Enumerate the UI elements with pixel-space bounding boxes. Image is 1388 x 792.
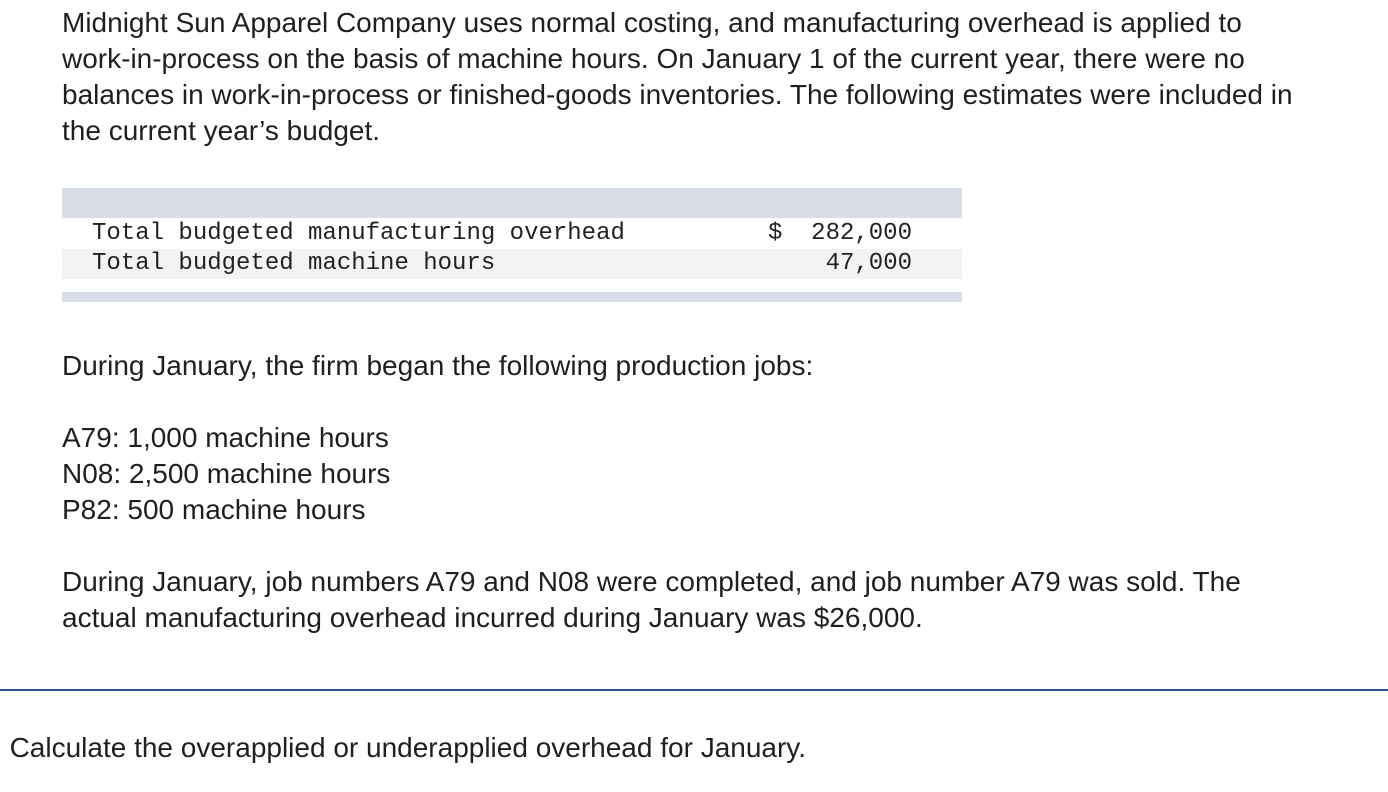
row-label: Total budgeted manufacturing overhead <box>92 220 625 247</box>
jobs-list <box>62 420 390 528</box>
row-value: 282,000 <box>811 220 912 247</box>
table-row <box>62 219 962 249</box>
table-footer-band <box>62 292 962 302</box>
question-prefix <box>0 732 2 763</box>
jobs-intro: During January, the firm began the following production jobs: <box>62 350 814 381</box>
list-item: N08: 2,500 machine hours <box>62 458 391 489</box>
row-label: Total budgeted machine hours <box>92 250 496 277</box>
question-text: Calculate the overapplied or underapplied overhead for January. <box>9 732 807 763</box>
table-row <box>62 249 962 279</box>
row-currency: $ <box>768 220 783 247</box>
list-item: A79: 1,000 machine hours <box>62 422 389 453</box>
budget-table <box>62 188 962 302</box>
question <box>0 730 806 766</box>
section-divider <box>0 689 1388 691</box>
row-value: 47,000 <box>825 250 912 277</box>
list-item: P82: 500 machine hours <box>62 494 366 525</box>
january-summary: During January, job numbers A79 and N08 were completed, and job number A79 was sold. The actual manufacturing overhead incurred during January was $26,000. <box>62 566 1241 633</box>
problem-intro: Midnight Sun Apparel Company uses normal costing, and manufacturing overhead is applied to work-in-process on the basis of machine hours. On January 1 of the current year, there were no balances in work-in-process or finished-goods inventories. The following estimates were included in the current year’s budget. <box>62 7 1293 146</box>
table-header-band <box>62 188 962 218</box>
